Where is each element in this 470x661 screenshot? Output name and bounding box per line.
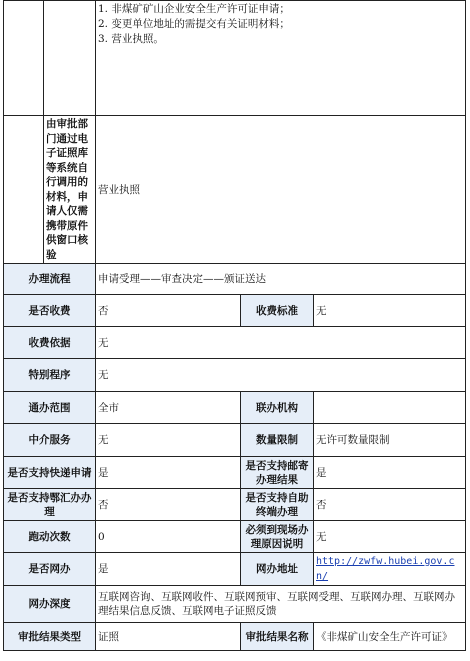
result-type-label: 审批结果类型 xyxy=(4,623,96,651)
result-row xyxy=(4,623,466,651)
ehui-value: 否 xyxy=(96,489,241,521)
process-value: 申请受理——审查决定——颁证送达 xyxy=(96,264,466,295)
materials-blank-cell xyxy=(4,1,44,116)
charge-row xyxy=(4,295,466,327)
charge-basis-row xyxy=(4,327,466,359)
onsite-reason-value: 无 xyxy=(314,521,466,553)
special-row xyxy=(4,359,466,392)
mail-result-value: 是 xyxy=(314,457,466,489)
material-item: 2. 变更单位地址的需提交有关证明材料； xyxy=(98,18,290,30)
materials-list xyxy=(96,1,466,116)
materials-row xyxy=(4,1,466,116)
charge-value: 否 xyxy=(96,295,241,327)
online-address-cell xyxy=(314,553,466,586)
special-label: 特别程序 xyxy=(4,359,96,392)
quantity-limit-value: 无许可数量限制 xyxy=(314,424,466,457)
quantity-limit-label: 数量限制 xyxy=(241,424,314,457)
shared-materials-label: 由审批部门通过电子证照库等系统自行调用的材料，申请人仅需携带原件供窗口核验 xyxy=(44,116,96,264)
charge-label: 是否收费 xyxy=(4,295,96,327)
special-value: 无 xyxy=(96,359,466,392)
joint-agency-value xyxy=(314,392,466,424)
result-type-value: 证照 xyxy=(96,623,241,651)
result-name-value: 《非煤矿山安全生产许可证》 xyxy=(314,623,466,651)
visits-value: 0 xyxy=(96,521,241,553)
self-service-value: 否 xyxy=(314,489,466,521)
express-value: 是 xyxy=(96,457,241,489)
joint-agency-label: 联办机构 xyxy=(241,392,314,424)
scope-label: 通办范围 xyxy=(4,392,96,424)
ehui-label: 是否支持鄂汇办办理 xyxy=(4,489,96,521)
agency-label: 中介服务 xyxy=(4,424,96,457)
material-item: 3. 营业执照。 xyxy=(98,33,164,45)
shared-materials-row xyxy=(4,116,466,264)
scope-value: 全市 xyxy=(96,392,241,424)
scope-row xyxy=(4,392,466,424)
service-guide-table xyxy=(3,0,466,651)
agency-row xyxy=(4,424,466,457)
depth-value: 互联网咨询、互联网收件、互联网预审、互联网受理、互联网办理、互联网办理结果信息反馈、互联网电子证照反馈 xyxy=(96,586,466,623)
ehui-row xyxy=(4,489,466,521)
result-name-label: 审批结果名称 xyxy=(241,623,314,651)
onsite-reason-label: 必须到现场办理原因说明 xyxy=(241,521,314,553)
material-item: 1. 非煤矿矿山企业安全生产许可证申请； xyxy=(98,3,290,15)
online-value: 是 xyxy=(96,553,241,586)
self-service-label: 是否支持自助终端办理 xyxy=(241,489,314,521)
charge-standard-value: 无 xyxy=(314,295,466,327)
visits-label: 跑动次数 xyxy=(4,521,96,553)
charge-basis-value: 无 xyxy=(96,327,466,359)
depth-row xyxy=(4,586,466,623)
online-row xyxy=(4,553,466,586)
process-label: 办理流程 xyxy=(4,264,96,295)
online-label: 是否网办 xyxy=(4,553,96,586)
shared-materials-value: 营业执照 xyxy=(96,116,466,264)
charge-basis-label: 收费依据 xyxy=(4,327,96,359)
express-label: 是否支持快递申请 xyxy=(4,457,96,489)
agency-value: 无 xyxy=(96,424,241,457)
express-row xyxy=(4,457,466,489)
mail-result-label: 是否支持邮寄办理结果 xyxy=(241,457,314,489)
online-address-link[interactable]: http://zwfw.hubei.gov.cn/ xyxy=(316,556,455,582)
shared-blank-cell xyxy=(4,116,44,264)
depth-label: 网办深度 xyxy=(4,586,96,623)
charge-standard-label: 收费标准 xyxy=(241,295,314,327)
materials-sub-blank-cell xyxy=(44,1,96,116)
process-row xyxy=(4,264,466,295)
visits-row xyxy=(4,521,466,553)
online-address-label: 网办地址 xyxy=(241,553,314,586)
